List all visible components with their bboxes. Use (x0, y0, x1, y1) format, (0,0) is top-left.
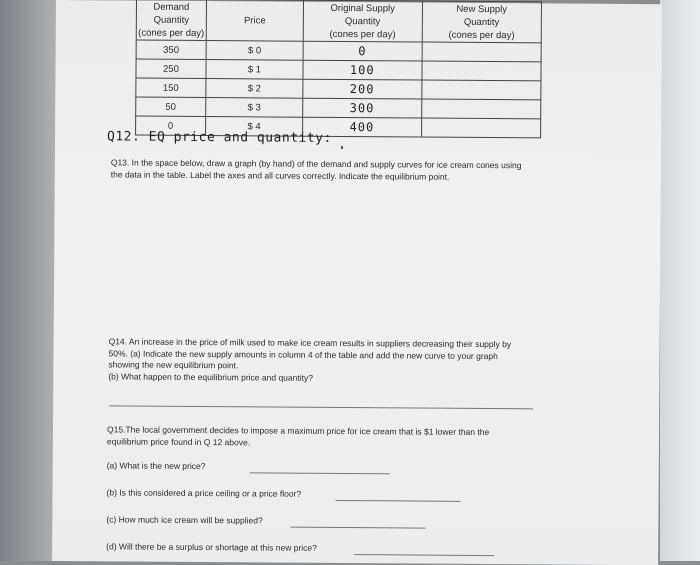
cell-price: $ 3 (206, 98, 303, 118)
cell-demand: 350 (136, 40, 206, 59)
question-13: Q13. In the space below, draw a graph (by hand) of the demand and supply curves for ice cream cones using the data in the table. Label the axes and all curves correctly. Indicate the equilibrium point. (110, 157, 522, 182)
cell-new-supply[interactable] (421, 99, 541, 119)
cell-demand: 0 (136, 116, 206, 135)
cell-original-supply: 100 (303, 60, 422, 80)
worksheet-page (52, 0, 662, 565)
answer-line-q14b[interactable] (109, 405, 533, 409)
pen-mark (341, 146, 343, 149)
answer-line-q15c[interactable] (290, 527, 425, 529)
header-demand: Demand Quantity (cones per day) (136, 0, 206, 41)
question-15d: (d) Will there be a surplus or shortage at this new price? (106, 541, 317, 553)
cell-original-supply: 200 (303, 79, 422, 99)
header-price: Price (206, 0, 303, 41)
cell-demand: 50 (136, 97, 206, 116)
handwritten-q12-heading: Q12. EQ price and quantity: (106, 129, 332, 146)
question-14: Q14. An increase in the price of milk used to make ice cream results in suppliers decreasing their supply by 50%. (a) Indicate the new supply amounts in column 4 of the table and add the new curve to your graph showing the new equilibrium point. (b) What happen to the equilibrium price and quantity? (108, 336, 512, 383)
background-right (660, 0, 700, 561)
question-15a: (a) What is the new price? (106, 460, 206, 472)
header-original-supply: Original Supply Quantity (cones per day) (303, 0, 422, 42)
cell-new-supply[interactable] (421, 80, 541, 100)
cell-new-supply[interactable] (421, 118, 541, 138)
answer-line-q15b[interactable] (336, 500, 461, 502)
table-header-row (136, 0, 541, 43)
cell-price: $ 0 (206, 41, 303, 61)
question-15b: (b) Is this considered a price ceiling or a price floor? (106, 487, 302, 499)
cell-original-supply: 400 (303, 117, 422, 137)
cell-new-supply[interactable] (422, 42, 542, 62)
cell-demand: 150 (136, 78, 206, 97)
cell-original-supply: 300 (303, 98, 422, 118)
cell-demand: 250 (136, 59, 206, 78)
question-15c: (c) How much ice cream will be supplied? (106, 514, 263, 526)
cell-price: $ 1 (206, 60, 303, 80)
cell-price: $ 4 (205, 117, 302, 137)
cell-price: $ 2 (206, 79, 303, 99)
cell-new-supply[interactable] (421, 61, 541, 81)
answer-line-q15d[interactable] (354, 554, 494, 556)
answer-line-q15a[interactable] (250, 472, 390, 474)
supply-demand-table (135, 0, 542, 138)
cell-original-supply: 0 (303, 41, 422, 61)
question-15: Q15.The local government decides to impose a maximum price for ice cream that is $1 lower than the equilibrium price found in Q 12 above. (106, 424, 490, 447)
header-new-supply: New Supply Quantity (cones per day) (422, 1, 542, 43)
